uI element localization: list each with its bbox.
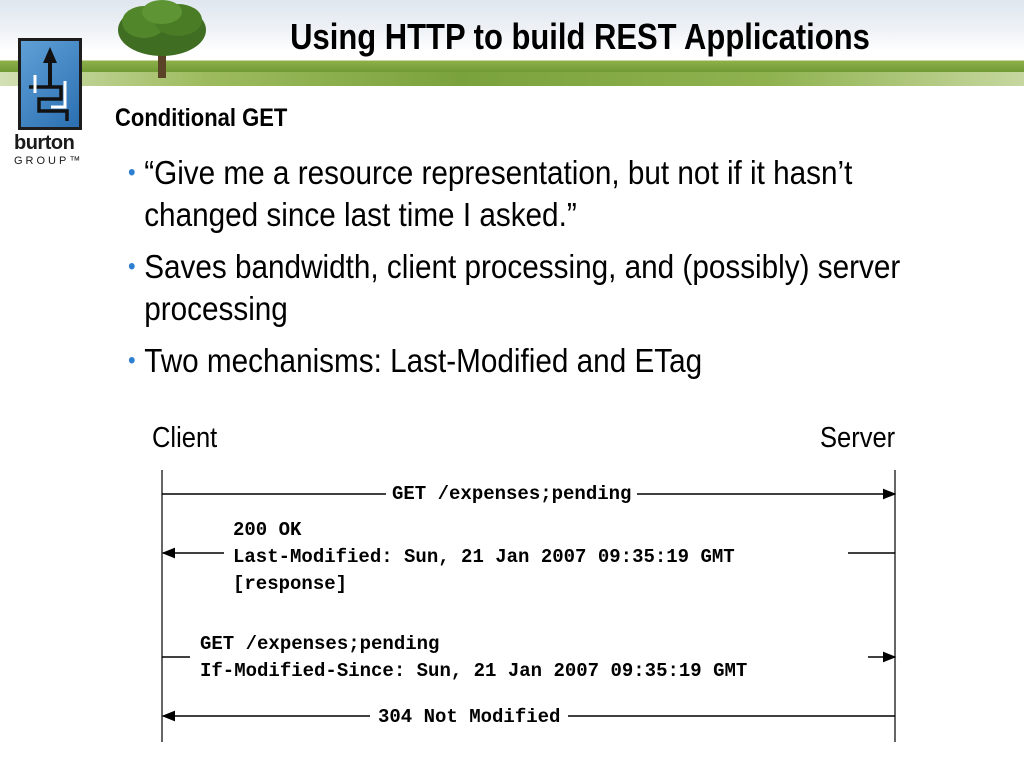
logo-submark: GROUP™: [14, 155, 84, 167]
burton-group-logo: [14, 38, 88, 168]
server-label: Server: [820, 422, 896, 454]
tree-icon: [108, 0, 218, 82]
response-1-header: Last-Modified: Sun, 21 Jan 2007 09:35:19 GMT: [233, 544, 735, 571]
bullet-text: Two mechanisms: Last-Modified and ETag: [144, 342, 703, 379]
bullet-text: “Give me a resource representation, but not if it hasn’t changed since last time I asked.”: [144, 154, 853, 233]
slide-subtitle: Conditional GET: [115, 104, 288, 132]
response-2-label: 304 Not Modified: [370, 704, 568, 731]
bullet-dot: •: [128, 253, 136, 280]
bullet-item: [128, 340, 936, 382]
response-1-status: 200 OK: [233, 517, 301, 544]
bullet-text: Saves bandwidth, client processing, and (possibly) server processing: [144, 248, 901, 327]
request-2-header: If-Modified-Since: Sun, 21 Jan 2007 09:35:19 GMT: [200, 658, 747, 685]
bullet-list: [128, 152, 988, 392]
logo-emblem: [18, 38, 82, 130]
bullet-dot: •: [128, 347, 136, 374]
bullet-item: [128, 152, 936, 236]
slide-title: Using HTTP to build REST Applications: [290, 16, 870, 57]
bullet-item: [128, 246, 936, 330]
bullet-dot: •: [128, 159, 136, 186]
request-1-label: GET /expenses;pending: [386, 481, 637, 508]
logo-wordmark: burton: [14, 132, 75, 154]
client-label: Client: [152, 422, 218, 454]
request-2-line: GET /expenses;pending: [200, 631, 439, 658]
circuit-arrow-icon: [21, 41, 79, 127]
response-1-body: [response]: [233, 571, 347, 598]
